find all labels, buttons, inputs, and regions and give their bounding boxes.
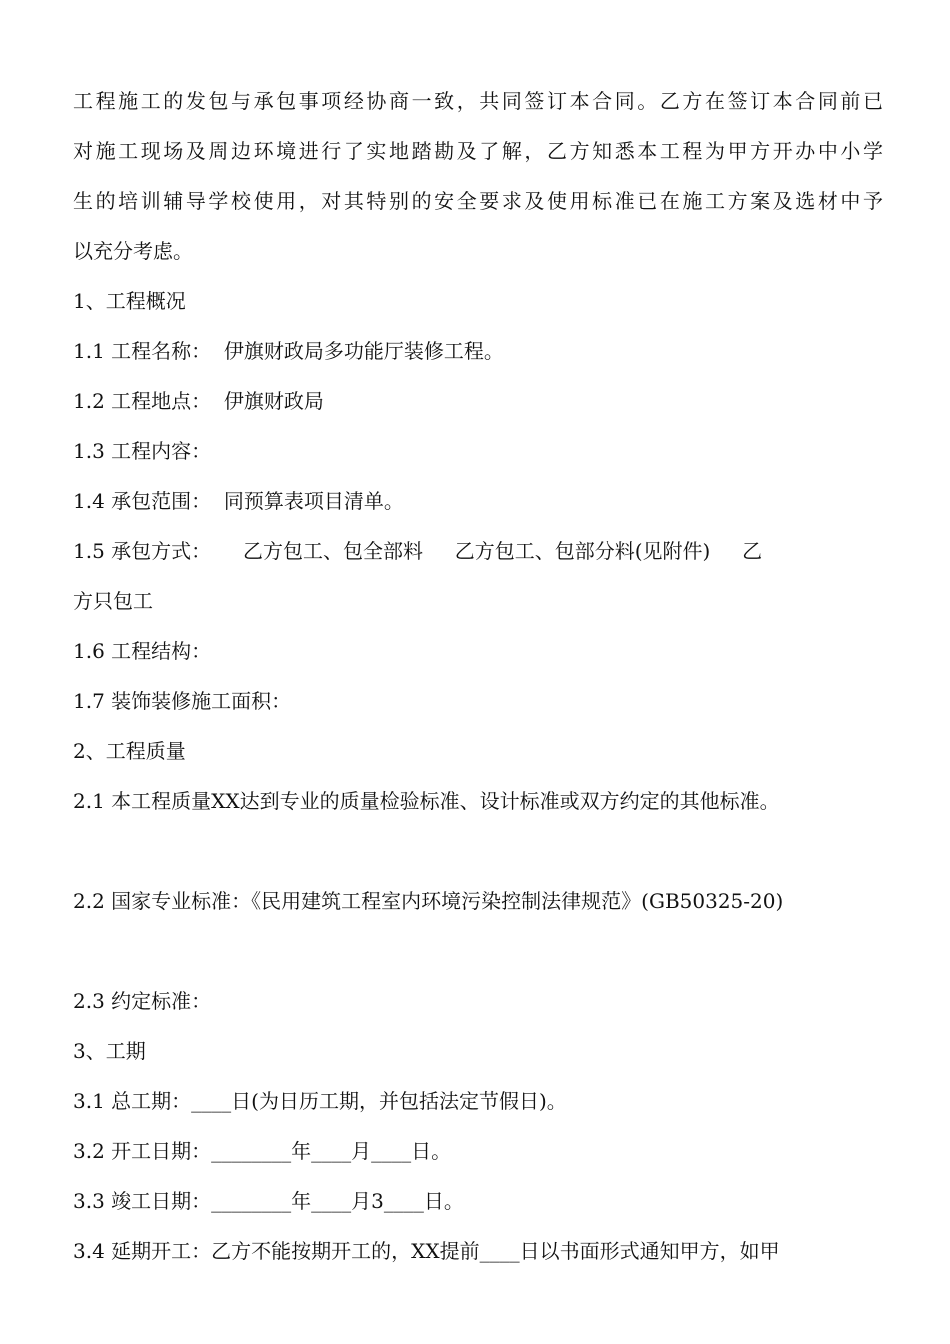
item-3-1-total-duration: 3.1 总工期：____日(为日历工期，并包括法定节假日)。 xyxy=(73,1089,567,1113)
item-1-4-contract-scope: 1.4 承包范围： 同预算表项目清单。 xyxy=(73,489,404,513)
item-2-2-national-standard: 2.2 国家专业标准：《民用建筑工程室内环境污染控制法律规范》(GB50325-20) xyxy=(73,889,784,913)
section-2-heading: 2、工程质量 xyxy=(73,739,186,763)
item-1-5-contract-method-cont: 方只包工 xyxy=(73,589,153,613)
item-1-6-structure: 1.6 工程结构： xyxy=(73,639,212,663)
item-1-5-contract-method: 1.5 承包方式： 乙方包工、包全部料 乙方包工、包部分料(见附件) 乙 xyxy=(73,539,763,563)
section-3-heading: 3、工期 xyxy=(73,1039,146,1063)
intro-line-2: 对施工现场及周边环境进行了实地踏勘及了解，乙方知悉本工程为甲方开办中小学 xyxy=(73,139,883,163)
item-1-3-project-content: 1.3 工程内容： xyxy=(73,439,212,463)
item-1-2-project-location: 1.2 工程地点： 伊旗财政局 xyxy=(73,389,324,413)
intro-line-1: 工程施工的发包与承包事项经协商一致，共同签订本合同。乙方在签订本合同前已 xyxy=(73,89,883,113)
item-1-7-area: 1.7 装饰装修施工面积： xyxy=(73,689,292,713)
section-1-heading: 1、工程概况 xyxy=(73,289,186,313)
item-2-1-quality: 2.1 本工程质量XX达到专业的质量检验标准、设计标准或双方约定的其他标准。 xyxy=(73,789,780,813)
intro-line-3: 生的培训辅导学校使用，对其特别的安全要求及使用标准已在施工方案及选材中予 xyxy=(73,189,883,213)
intro-line-4: 以充分考虑。 xyxy=(73,239,193,263)
item-3-3-completion-date: 3.3 竣工日期：________年____月3____日。 xyxy=(73,1189,464,1213)
item-2-3-agreed-standard: 2.3 约定标准： xyxy=(73,989,212,1013)
item-3-4-delayed-start: 3.4 延期开工：乙方不能按期开工的，XX提前____日以书面形式通知甲方，如甲 xyxy=(73,1239,780,1263)
item-3-2-start-date: 3.2 开工日期：________年____月____日。 xyxy=(73,1139,452,1163)
item-1-1-project-name: 1.1 工程名称： 伊旗财政局多功能厅装修工程。 xyxy=(73,339,504,363)
